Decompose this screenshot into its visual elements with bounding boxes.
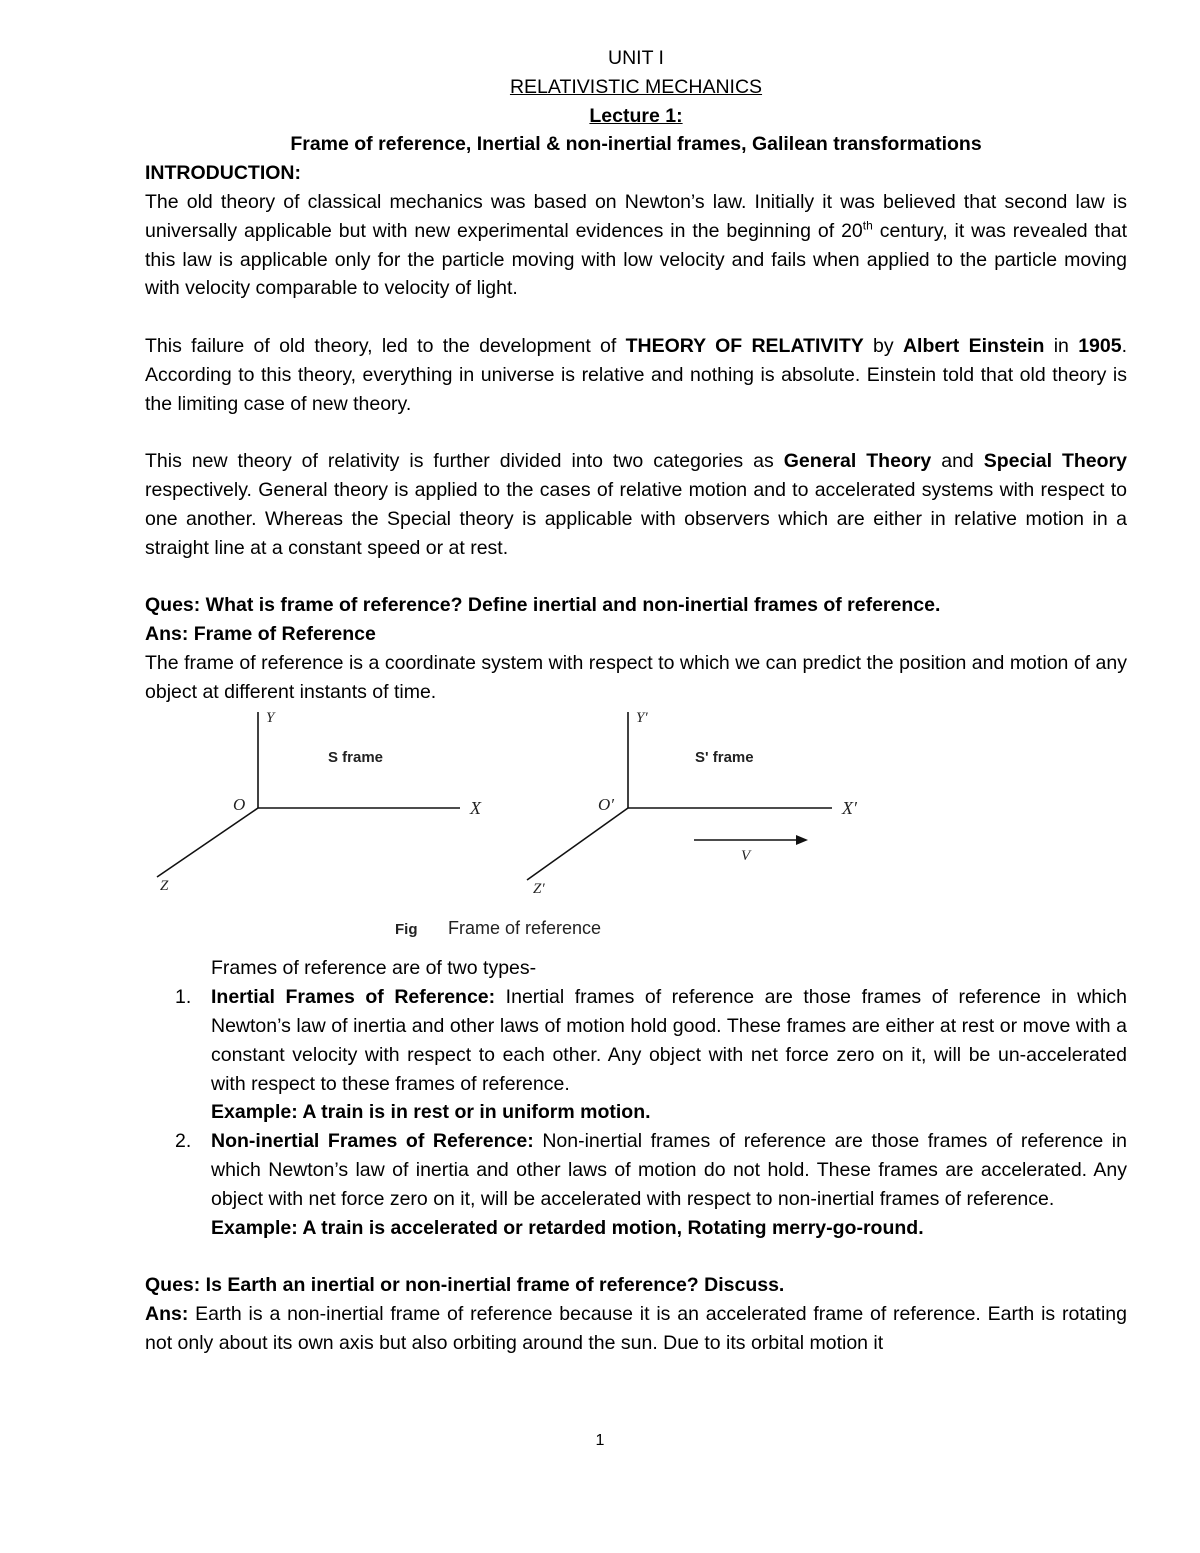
frame-of-reference-figure bbox=[0, 706, 1200, 954]
example-2: Example: A train is accelerated or retarded motion, Rotating merry-go-round. bbox=[211, 1216, 924, 1239]
intro-heading: INTRODUCTION: bbox=[145, 162, 301, 185]
figure-caption-label: Fig bbox=[395, 921, 418, 939]
sp-z-axis bbox=[527, 808, 628, 880]
list-item: 1. Inertial Frames of Reference: Inertial frames of reference are those frames of reference in which Newton’s law of inertia and other laws of motion hold good. These frames are either at rest or move with a constant velocity with respect to each other. Any object with net force zero on it, will be un-accelerated with respect to these frames of reference. Example: A train is in rest or in uniform motion. bbox=[175, 986, 1127, 1124]
s-y-label: Y bbox=[266, 710, 275, 727]
s-z-axis bbox=[157, 808, 258, 877]
sp-frame-title: S' frame bbox=[695, 749, 754, 767]
answer-2: Ans: Earth is a non-inertial frame of reference because it is an accelerated frame of reference. Earth is rotating not only about its own axis but also orbiting around the sun. Due to its orbital motion it bbox=[145, 1302, 1127, 1354]
types-intro: Frames of reference are of two types- bbox=[211, 957, 537, 980]
s-origin-label: O bbox=[233, 795, 246, 815]
sp-x-label: X′ bbox=[842, 798, 857, 819]
topic-title: Frame of reference, Inertial & non-inertial frames, Galilean transformations bbox=[290, 133, 982, 156]
answer-1-label: Ans: Frame of Reference bbox=[145, 622, 376, 645]
intro-paragraph-2: This failure of old theory, led to the development of THEORY OF RELATIVITY by Albert Einstein in 1905. According to this theory, everything in universe is relative and nothing is absolute. Einstein told that old theory is the limiting case of new theory. bbox=[145, 334, 1128, 415]
example-1: Example: A train is in rest or in uniform motion. bbox=[211, 1101, 651, 1124]
unit-title: UNIT I bbox=[608, 47, 664, 69]
sp-z-label: Z′ bbox=[533, 881, 545, 898]
page-number: 1 bbox=[595, 1432, 605, 1449]
frame-types-list bbox=[145, 983, 1127, 1242]
s-frame-title: S frame bbox=[328, 749, 384, 767]
velocity-arrowhead bbox=[796, 835, 808, 845]
lecture-title: Lecture 1: bbox=[589, 104, 683, 127]
intro-paragraph-1: The old theory of classical mechanics was based on Newton’s law. Initially it was believed that second law is universally applicable but with new experimental evidences in the beginning of 20th century, it was revealed that this law is applicable only for the particle moving with low velocity and fails when applied to the particle moving with velocity comparable to velocity of light. bbox=[145, 190, 1127, 300]
question-2: Ques: Is Earth an inertial or non-inertial frame of reference? Discuss. bbox=[145, 1274, 785, 1297]
intro-paragraph-3: This new theory of relativity is further divided into two categories as General Theory and Special Theory respectively. General theory is applied to the cases of relative motion and to accelerated systems with respect to one another. Whereas the Special theory is applicable with observers which are either in relative motion in a straight line at a constant speed or at rest. bbox=[145, 450, 1127, 559]
document-page bbox=[145, 44, 1127, 1357]
question-1: Ques: What is frame of reference? Define inertial and non-inertial frames of reference. bbox=[145, 594, 941, 617]
velocity-label: V bbox=[741, 848, 751, 865]
list-item: 2. Non-inertial Frames of Reference: Non-inertial frames of reference are those frames of reference in which Newton’s law of inertia and other laws of motion do not hold. These frames are accelerated. Any object with net force zero on it, will be accelerated with respect to non-inertial frames of reference. Example: A train is accelerated or retarded motion, Rotating merry-go-round. bbox=[175, 1130, 1127, 1239]
figure-svg bbox=[0, 706, 1200, 954]
subject-title: RELATIVISTIC MECHANICS bbox=[509, 75, 763, 98]
s-z-label: Z bbox=[160, 878, 169, 895]
figure-caption-text: Frame of reference bbox=[448, 918, 602, 939]
sp-origin-label: O′ bbox=[598, 795, 614, 815]
sp-y-label: Y′ bbox=[636, 710, 648, 727]
answer-1-text: The frame of reference is a coordinate system with respect to which we can predict the position and motion of any object at different instants of time. bbox=[145, 651, 1127, 703]
s-x-label: X bbox=[470, 798, 481, 819]
